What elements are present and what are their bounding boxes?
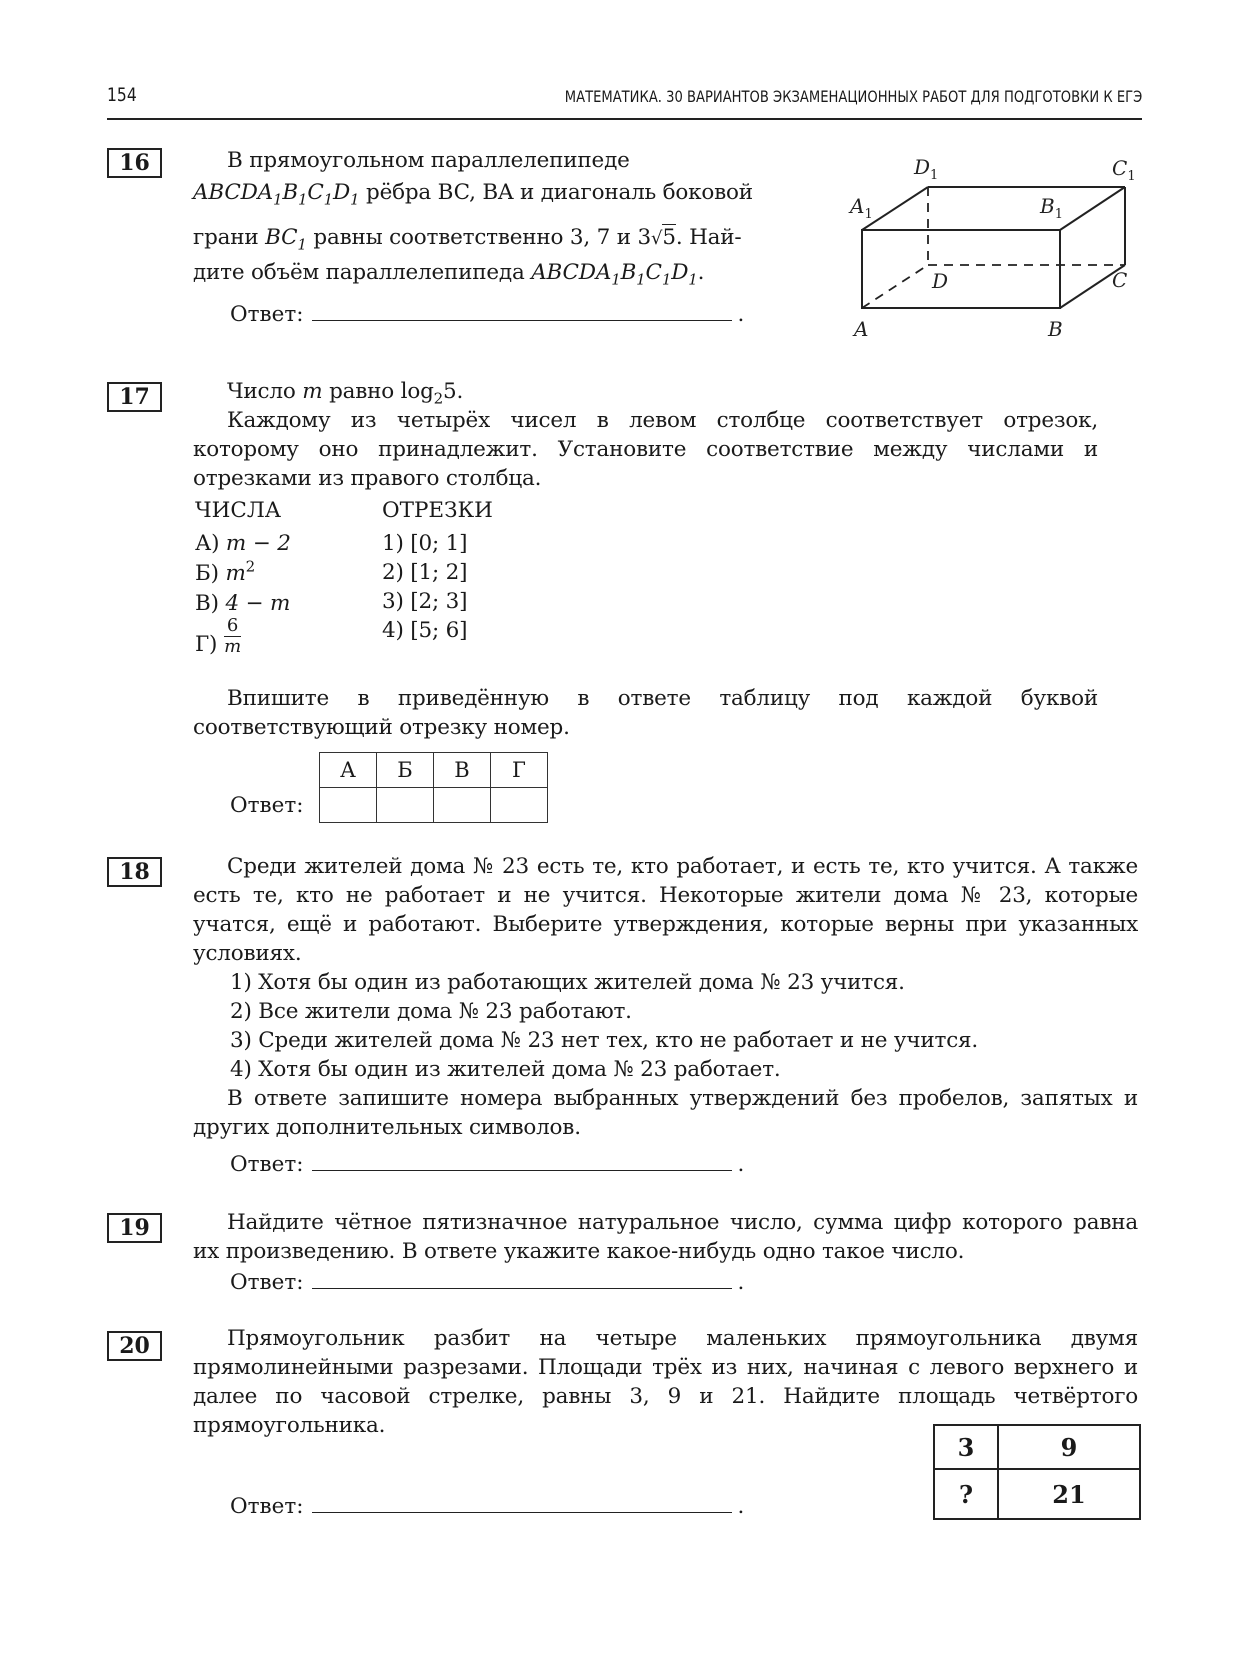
task19-paragraph: Найдите чётное пятизначное натуральное число, сумма цифр которого равна их произведению. В ответе укажите какое-нибудь одно такое число. bbox=[193, 1210, 1138, 1264]
task-number-16: 16 bbox=[107, 148, 162, 178]
statement-4: 4) Хотя бы один из жителей дома № 23 работает. bbox=[230, 1057, 781, 1082]
label-C1: $C_1$ bbox=[1112, 156, 1136, 184]
running-title: МАТЕМАТИКА. 30 ВАРИАНТОВ ЭКЗАМЕНАЦИОННЫХ РАБОТ ДЛЯ ПОДГОТОВКИ К ЕГЭ bbox=[564, 87, 1142, 106]
task-number-19: 19 bbox=[107, 1213, 162, 1243]
label-C: C bbox=[1112, 268, 1128, 292]
task20-paragraph: Прямоугольник разбит на четыре маленьких прямоугольника двумя прямолинейными разрезами. Площади трёх из них, начиная с левого верхнего и далее по часовой стрелке, равны 3, 9 и 21. Найдите площадь четвёртого прямоугольника. bbox=[193, 1326, 1138, 1438]
task19-answer: Ответ: . bbox=[230, 1270, 745, 1295]
task17-instruction: Впишите в приведённую в ответе таблицу под каждой буквой соответствующий отрезку номер. bbox=[193, 686, 1098, 740]
number-option-b: Б) $m^2$ bbox=[195, 557, 255, 586]
grid-cell-top-left: 3 bbox=[934, 1425, 998, 1469]
task17-answer-table bbox=[319, 752, 548, 823]
answer-cell-g[interactable] bbox=[491, 788, 548, 823]
answer-table-header-b: Б bbox=[377, 753, 434, 788]
task18-instruction: В ответе запишите номера выбранных утверждений без пробелов, запятых и других дополнительных символов. bbox=[193, 1086, 1138, 1140]
answer-cell-a[interactable] bbox=[320, 788, 377, 823]
statement-1: 1) Хотя бы один из работающих жителей дома № 23 учится. bbox=[230, 970, 905, 995]
task17-line1: Число m равно $\log_25$. bbox=[227, 379, 464, 408]
task16-answer-field[interactable] bbox=[312, 302, 732, 321]
segment-option-1: 1) [0; 1] bbox=[382, 531, 468, 556]
numbers-column-header: ЧИСЛА bbox=[195, 498, 282, 523]
task16-line3: грани $BC_1$ равны соответственно 3, 7 и 3√5. Най- bbox=[193, 225, 742, 254]
task16-line2: $ABCDA_1B_1C_1D_1$ рёбра BC, BA и диагональ боковой bbox=[193, 180, 753, 209]
grid-cell-bottom-right: 21 bbox=[998, 1469, 1140, 1519]
task16-line4: дите объём параллелепипеда $ABCDA_1B_1C_1D_1$. bbox=[193, 260, 705, 289]
number-option-v: В) 4 − m bbox=[195, 591, 291, 616]
answer-cell-b[interactable] bbox=[377, 788, 434, 823]
label-A: A bbox=[854, 317, 869, 341]
parallelepiped-figure bbox=[840, 150, 1140, 345]
label-B1: $B_1$ bbox=[1040, 194, 1063, 222]
answer-table-header-a: А bbox=[320, 753, 377, 788]
task-number-17: 17 bbox=[107, 382, 162, 412]
segment-option-4: 4) [5; 6] bbox=[382, 618, 468, 643]
label-A1: $A_1$ bbox=[850, 194, 873, 222]
page-number: 154 bbox=[107, 84, 137, 106]
task18-answer: Ответ: . bbox=[230, 1152, 745, 1177]
task18-paragraph: Среди жителей дома № 23 есть те, кто работает, и есть те, кто учится. А также есть те, кто не работает и не учится. Некоторые жители дома № 23, которые учатся, ещё и работают. Выберите утверждения, которые верны при указанных условиях. bbox=[193, 854, 1138, 966]
answer-cell-v[interactable] bbox=[434, 788, 491, 823]
task17-paragraph: Каждому из четырёх чисел в левом столбце соответствует отрезок, которому оно принадлежит. Установите соответствие между числами и отрезками из правого столбца. bbox=[193, 408, 1098, 491]
task20-answer: Ответ: . bbox=[230, 1494, 745, 1519]
grid-cell-bottom-left: ? bbox=[934, 1469, 998, 1519]
task17-answer-label: Ответ: bbox=[230, 793, 304, 818]
number-option-a: А) m − 2 bbox=[195, 531, 291, 556]
answer-table-header-v: В bbox=[434, 753, 491, 788]
segment-option-3: 3) [2; 3] bbox=[382, 589, 468, 614]
grid-cell-top-right: 9 bbox=[998, 1425, 1140, 1469]
number-option-g: Г) $\frac{6}{m}$ bbox=[195, 614, 241, 657]
statement-2: 2) Все жители дома № 23 работают. bbox=[230, 999, 632, 1024]
task19-answer-field[interactable] bbox=[312, 1270, 732, 1289]
task-number-20: 20 bbox=[107, 1331, 162, 1361]
task16-answer: Ответ: . bbox=[230, 302, 745, 327]
task20-rectangle-grid bbox=[933, 1424, 1141, 1520]
task16-line1: В прямоугольном параллелепипеде bbox=[227, 148, 630, 173]
segments-column-header: ОТРЕЗКИ bbox=[382, 498, 493, 523]
statement-3: 3) Среди жителей дома № 23 нет тех, кто не работает и не учится. bbox=[230, 1028, 979, 1053]
page-header bbox=[107, 80, 1142, 120]
task20-answer-field[interactable] bbox=[312, 1494, 732, 1513]
task-number-18: 18 bbox=[107, 857, 162, 887]
segment-option-2: 2) [1; 2] bbox=[382, 560, 468, 585]
label-B: B bbox=[1048, 317, 1063, 341]
label-D: D bbox=[932, 269, 949, 293]
label-D1: $D_1$ bbox=[914, 155, 939, 183]
answer-table-header-g: Г bbox=[491, 753, 548, 788]
task18-answer-field[interactable] bbox=[312, 1152, 732, 1171]
